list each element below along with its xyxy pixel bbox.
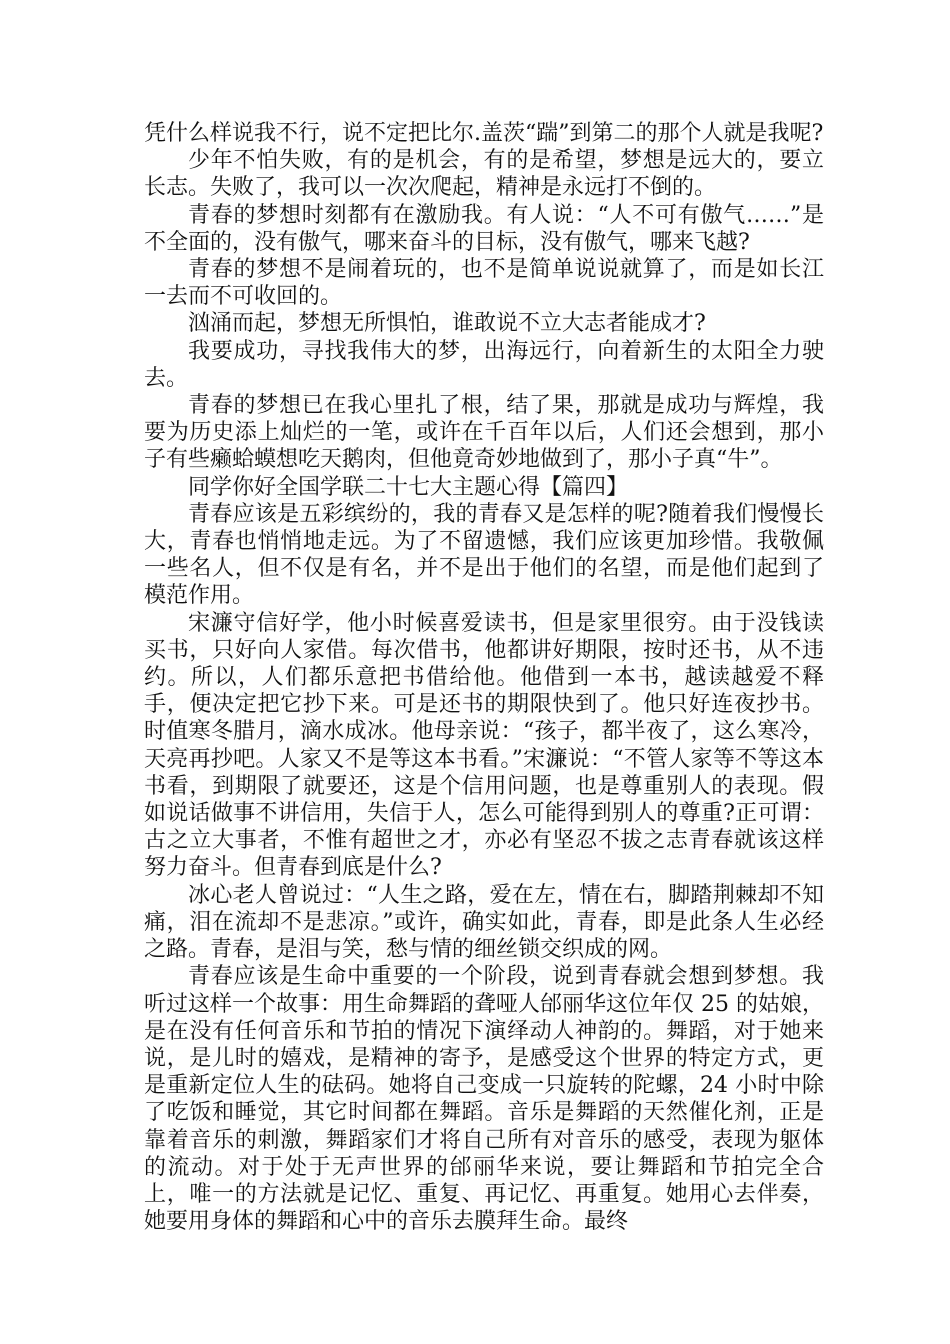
section-heading: 同学你好全国学联二十七大主题心得【篇四】 — [188, 474, 629, 500]
paragraph-1: 凭什么样说我不行，说不定把比尔.盖茨“踹”到第二的那个人就是我呢? — [144, 121, 824, 146]
paragraph-5: 汹涌而起，梦想无所惧怕，谁敢说不立大志者能成才? — [188, 311, 706, 337]
paragraph-4: 青春的梦想不是闹着玩的，也不是简单说说就算了，而是如长江一去而不可收回的。 — [144, 257, 824, 310]
paragraph-3: 青春的梦想时刻都有在激励我。有人说：“人不可有傲气……”是不全面的，没有傲气，哪来奋斗的目标，没有傲气，哪来飞越? — [144, 202, 824, 255]
paragraph-11: 冰心老人曾说过：“人生之路，爱在左，情在右，脚踏荆棘却不知痛，泪在流却不是悲凉。”或许，确实如此，青春，即是此条人生必经之路。青春，是泪与笑，愁与情的细丝锁交织成的网。 — [144, 882, 824, 963]
paragraph-6: 我要成功，寻找我伟大的梦，出海远行，向着新生的太阳全力驶去。 — [144, 338, 824, 391]
paragraph-12: 青春应该是生命中重要的一个阶段，说到青春就会想到梦想。我听过这样一个故事：用生命舞蹈的聋哑人邰丽华这位年仅 25 的姑娘，是在没有任何音乐和节拍的情况下演绎动人神韵的。舞蹈，对于她来说，是儿时的嬉戏，是精神的寄予，是感受这个世界的特定方式，更是重新定位人生的砝码。她将自己变成一只旋转的陀螺，24 小时中除了吃饭和睡觉，其它时间都在舞蹈。音乐是舞蹈的天然催化剂，正是靠着音乐的刺激，舞蹈家们才将自己所有对音乐的感受，表现为躯体的流动。对于处于无声世界的邰丽华来说，要让舞蹈和节拍完全合上，唯一的方法就是记忆、重复、再记忆、再重复。她用心去伴奏，她要用身体的舞蹈和心中的音乐去膜拜生命。最终 — [144, 964, 824, 1235]
paragraph-10: 宋濂守信好学，他小时候喜爱读书，但是家里很穷。由于没钱读买书，只好向人家借。每次借书，他都讲好期限，按时还书，从不违约。所以，人们都乐意把书借给他。他借到一本书，越读越爱不释手，便决定把它抄下来。可是还书的期限快到了。他只好连夜抄书。时值寒冬腊月，滴水成冰。他母亲说：“孩子，都半夜了，这么寒冷，天亮再抄吧。人家又不是等这本书看。”宋濂说：“不管人家等不等这本书看，到期限了就要还，这是个信用问题，也是尊重别人的表现。假如说话做事不讲信用，失信于人，怎么可能得到别人的尊重?正可谓：古之立大事者，不惟有超世之才，亦必有坚忍不拔之志青春就该这样努力奋斗。但青春到底是什么? — [144, 610, 824, 881]
document-page — [144, 120, 824, 1235]
paragraph-2: 少年不怕失败，有的是机会，有的是希望，梦想是远大的，要立长志。失败了，我可以一次次爬起，精神是永远打不倒的。 — [144, 148, 824, 201]
paragraph-7: 青春的梦想已在我心里扎了根，结了果，那就是成功与辉煌，我要为历史添上灿烂的一笔，或许在千百年以后，人们还会想到，那小子有些癞蛤蟆想吃天鹅肉，但他竟奇妙地做到了，那小子真“牛”。 — [144, 393, 824, 473]
paragraph-9: 青春应该是五彩缤纷的，我的青春又是怎样的呢?随着我们慢慢长大，青春也悄悄地走远。为了不留遗憾，我们应该更加珍惜。我敬佩一些名人，但不仅是有名，并不是出于他们的名望，而是他们起到了模范作用。 — [144, 501, 824, 609]
